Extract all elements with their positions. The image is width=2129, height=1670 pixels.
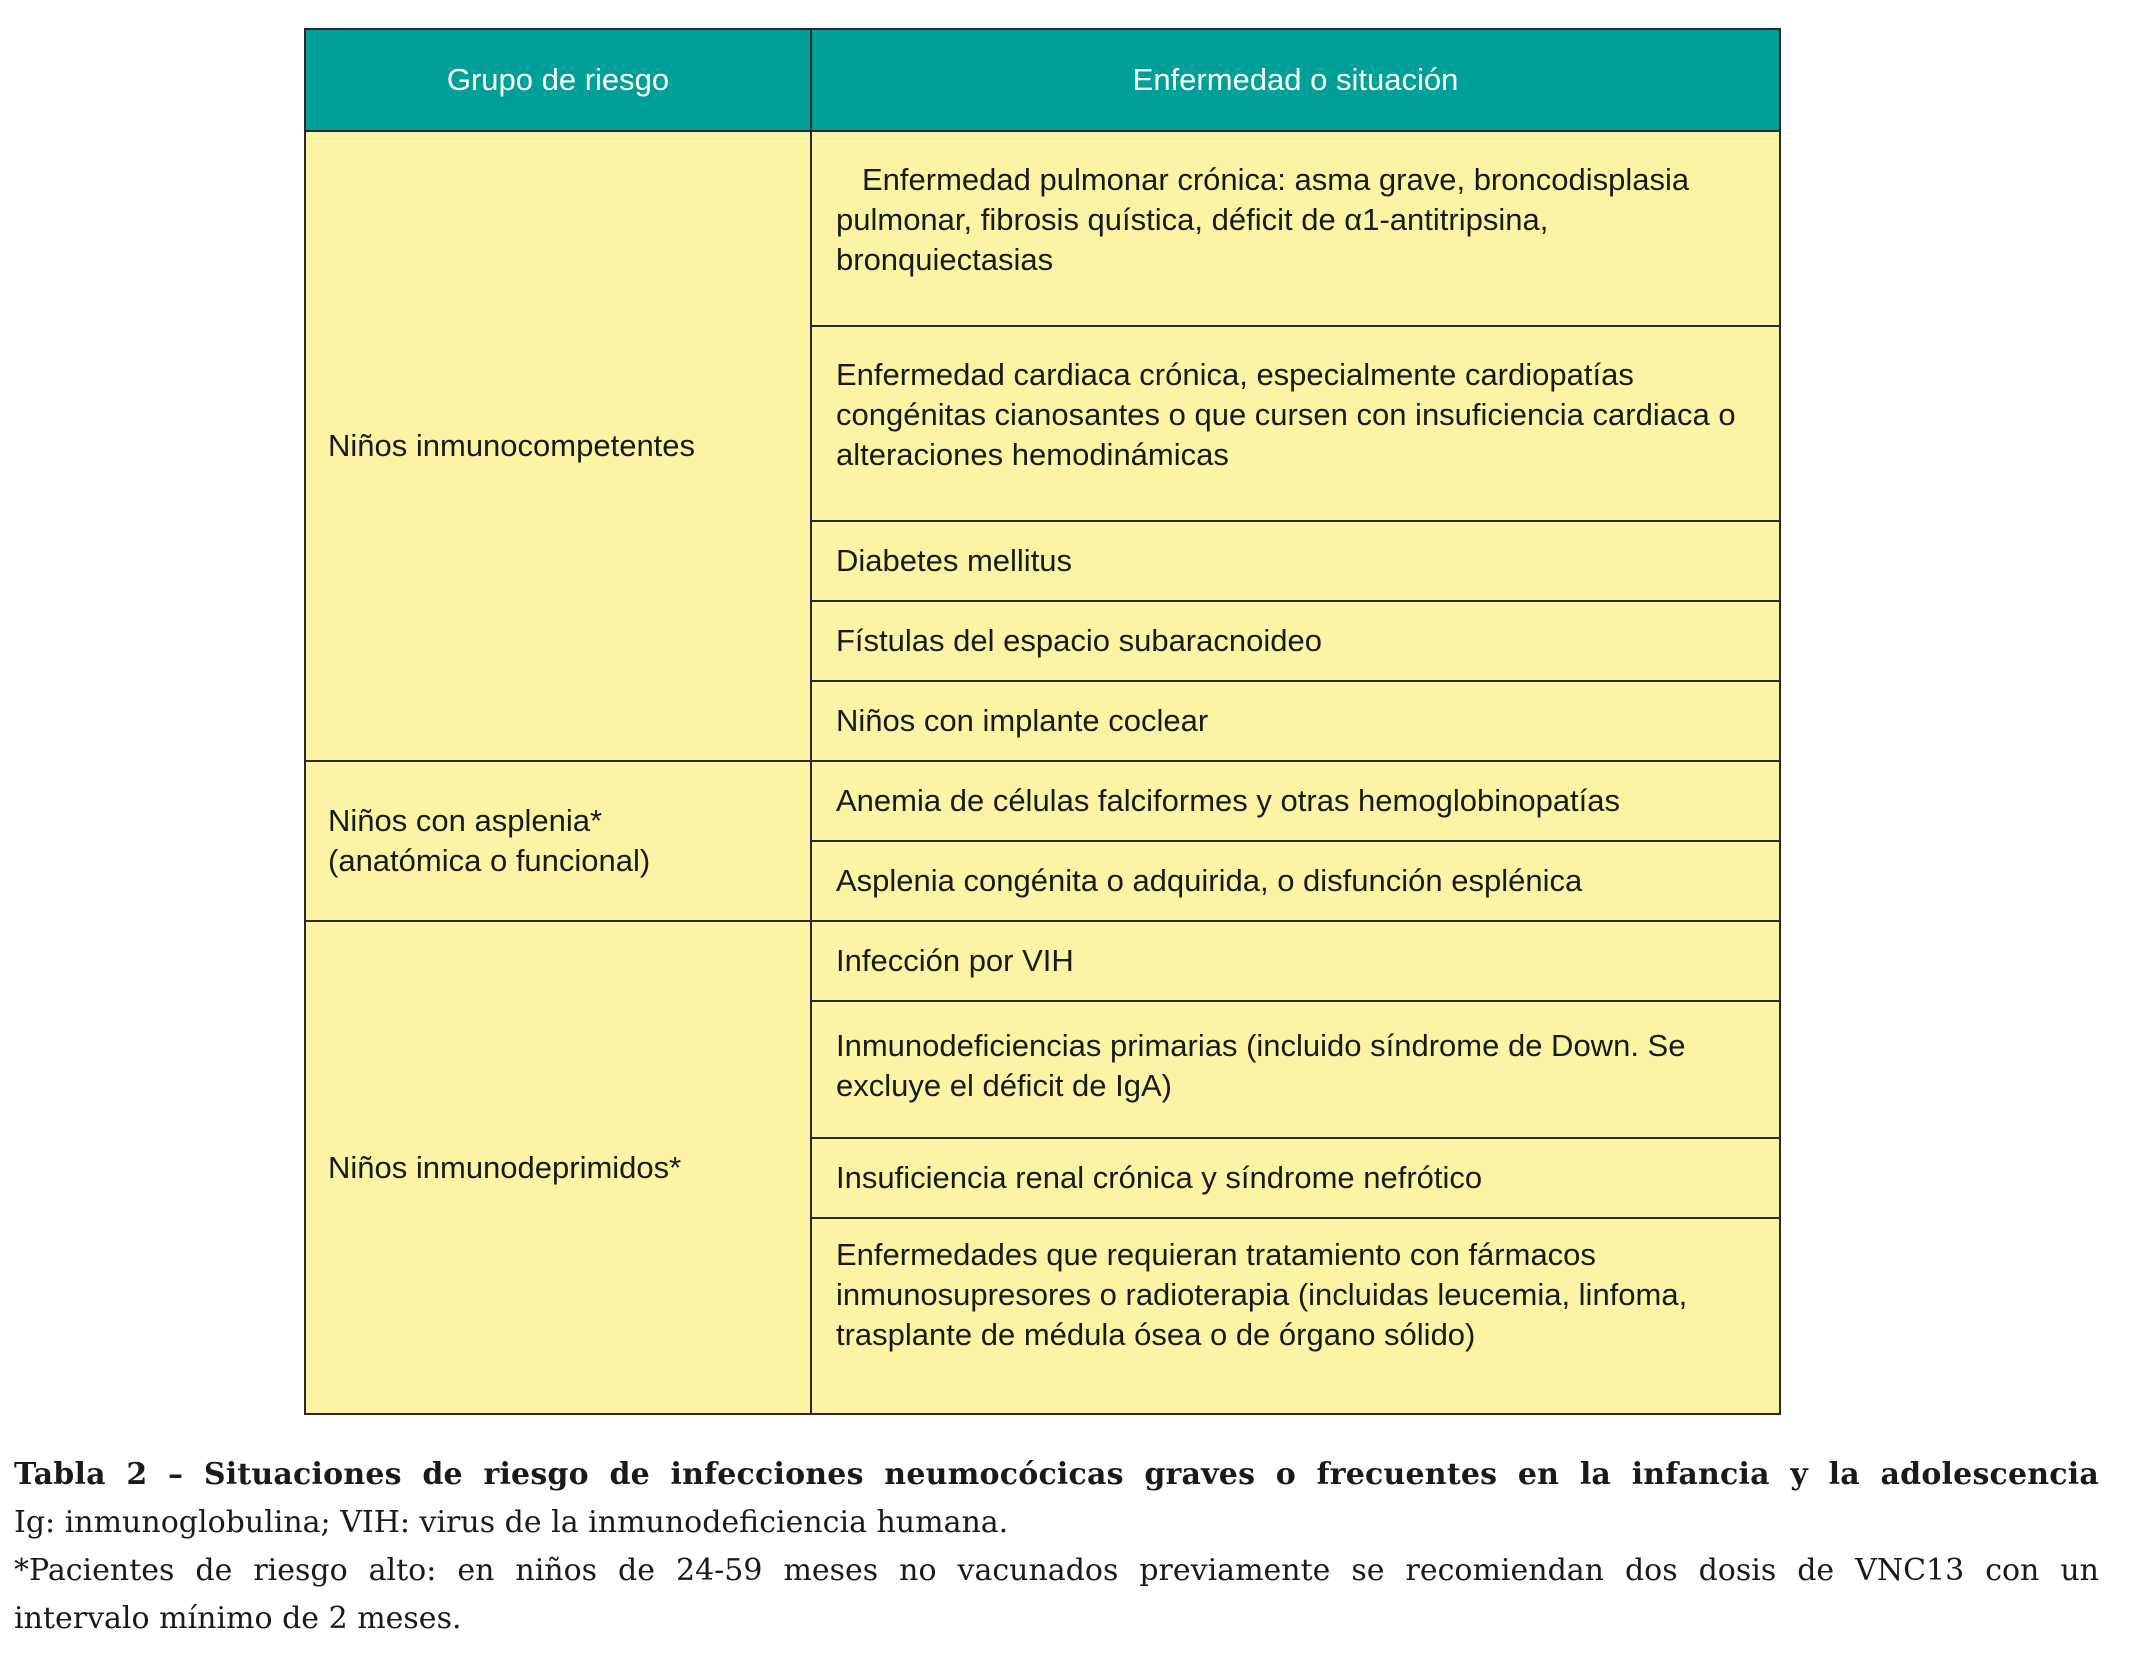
condition-cell: Fístulas del espacio subaracnoideo [811, 601, 1780, 681]
table-row [305, 761, 1780, 841]
group-asplenia-line2: (anatómica o funcional) [328, 843, 651, 878]
condition-cell: Enfermedades que requieran tratamiento con fármacos inmunosupresores o radioterapia (incluidas leucemia, linfoma, trasplante de médula ósea o de órgano sólido) [811, 1218, 1780, 1414]
caption-footnote-line1: *Pacientes de riesgo alto: en niños de 24-59 meses no vacunados previamente se recomiendan dos dosis de VNC13 con un [14, 1553, 2099, 1588]
table-row [305, 131, 1780, 326]
group-asplenia-line1: Niños con asplenia* [328, 803, 603, 838]
caption-title: Tabla 2 – Situaciones de riesgo de infecciones neumocócicas graves o frecuentes en la infancia y la adolescencia [14, 1457, 2099, 1492]
header-risk-group: Grupo de riesgo [305, 29, 811, 131]
caption-footnote-line2: intervalo mínimo de 2 meses. [14, 1601, 462, 1636]
caption-abbreviations: Ig: inmunoglobulina; VIH: virus de la inmunodeficiencia humana. [14, 1505, 1009, 1540]
condition-cell: Infección por VIH [811, 921, 1780, 1001]
header-condition: Enfermedad o situación [811, 29, 1780, 131]
condition-cell: Anemia de células falciformes y otras hemoglobinopatías [811, 761, 1780, 841]
condition-cell: Niños con implante coclear [811, 681, 1780, 761]
condition-cell: Inmunodeficiencias primarias (incluido síndrome de Down. Se excluye el déficit de IgA) [811, 1001, 1780, 1138]
table-caption [14, 1451, 2099, 1643]
table-row [305, 921, 1780, 1001]
condition-cell: Asplenia congénita o adquirida, o disfunción esplénica [811, 841, 1780, 921]
table-header-row [305, 29, 1780, 131]
condition-cell: Diabetes mellitus [811, 521, 1780, 601]
condition-cell: Insuficiencia renal crónica y síndrome nefrótico [811, 1138, 1780, 1218]
condition-cell: Enfermedad cardiaca crónica, especialmente cardiopatías congénitas cianosantes o que cursen con insuficiencia cardiaca o alteraciones hemodinámicas [811, 326, 1780, 521]
group-immunocompetent: Niños inmunocompetentes [305, 131, 811, 761]
condition-cell: Enfermedad pulmonar crónica: asma grave, broncodisplasia pulmonar, fibrosis quística, déficit de α1-antitripsina, bronquiectasias [811, 131, 1780, 326]
group-immunocompromised: Niños inmunodeprimidos* [305, 921, 811, 1414]
risk-table [304, 28, 1781, 1415]
group-asplenia [305, 761, 811, 921]
